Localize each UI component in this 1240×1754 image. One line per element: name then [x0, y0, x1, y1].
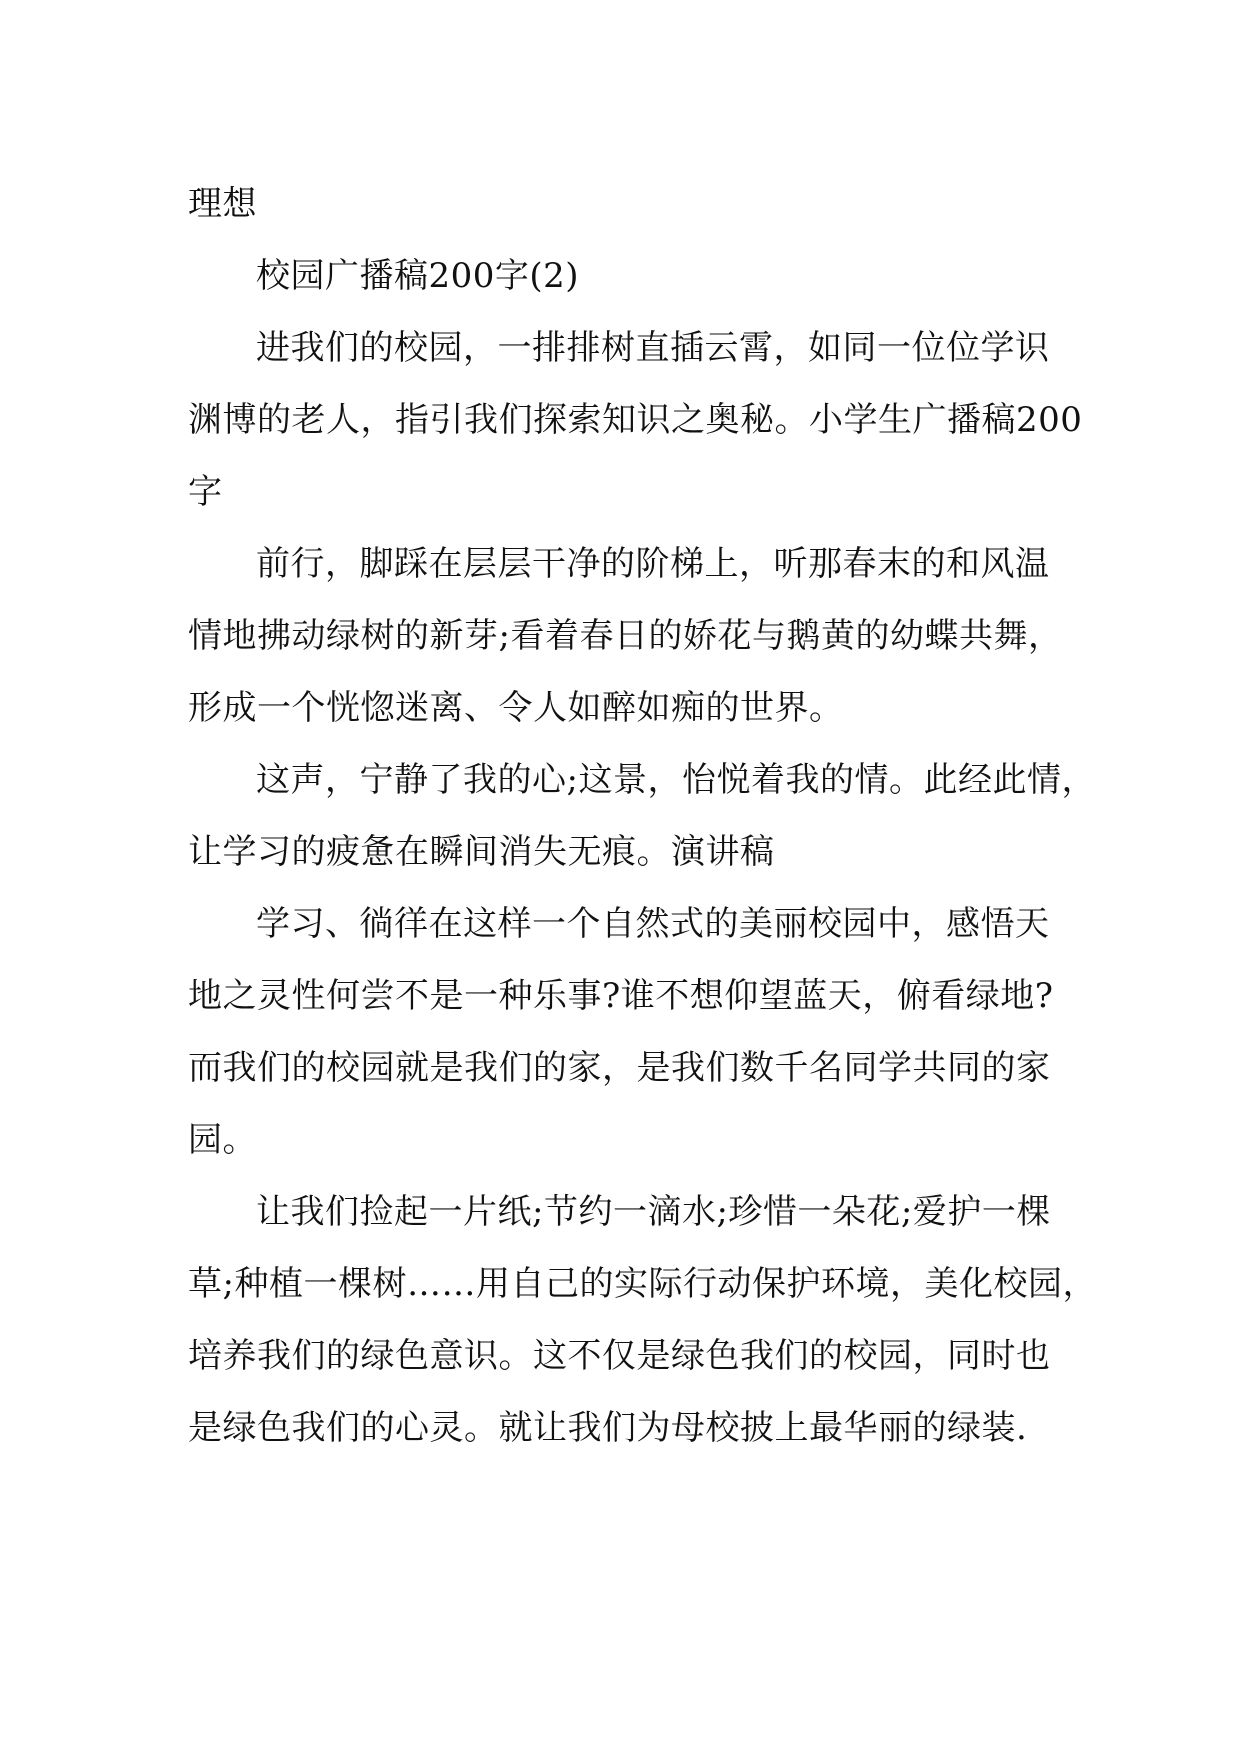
- text-line: 是绿色我们的心灵。就让我们为母校披上最华丽的绿装.: [188, 1408, 1028, 1448]
- text-line: 字: [188, 472, 223, 512]
- text-line: 而我们的校园就是我们的家，是我们数千名同学共同的家: [188, 1048, 1051, 1088]
- text-line: 让我们捡起一片纸;节约一滴水;珍惜一朵花;爱护一棵: [256, 1192, 1051, 1232]
- text-line: 进我们的校园，一排排树直插云霄，如同一位位学识: [256, 328, 1050, 368]
- text-line: 让学习的疲惫在瞬间消失无痕。演讲稿: [188, 832, 775, 872]
- text-line: 园。: [188, 1120, 257, 1160]
- text-line: 渊博的老人，指引我们探索知识之奥秘。小学生广播稿200: [188, 400, 1083, 440]
- text-line: 培养我们的绿色意识。这不仅是绿色我们的校园，同时也: [188, 1336, 1051, 1376]
- text-line: 形成一个恍惚迷离、令人如醉如痴的世界。: [188, 688, 844, 728]
- document-body: [188, 168, 1097, 1464]
- text-line: 学习、徜徉在这样一个自然式的美丽校园中，感悟天: [256, 904, 1050, 944]
- text-line: 草;种植一棵树……用自己的实际行动保护环境，美化校园，: [188, 1264, 1097, 1304]
- text-line: 前行，脚踩在层层干净的阶梯上，听那春末的和风温: [256, 544, 1050, 584]
- text-line: 情地拂动绿树的新芽;看着春日的娇花与鹅黄的幼蝶共舞，: [188, 616, 1063, 656]
- text-line: 地之灵性何尝不是一种乐事?谁不想仰望蓝天，俯看绿地?: [188, 976, 1054, 1016]
- section-heading: 校园广播稿200字(2): [256, 256, 580, 296]
- text-line: 这声，宁静了我的心;这景，怡悦着我的情。此经此情，: [256, 760, 1096, 800]
- text-line: 理想: [188, 184, 257, 224]
